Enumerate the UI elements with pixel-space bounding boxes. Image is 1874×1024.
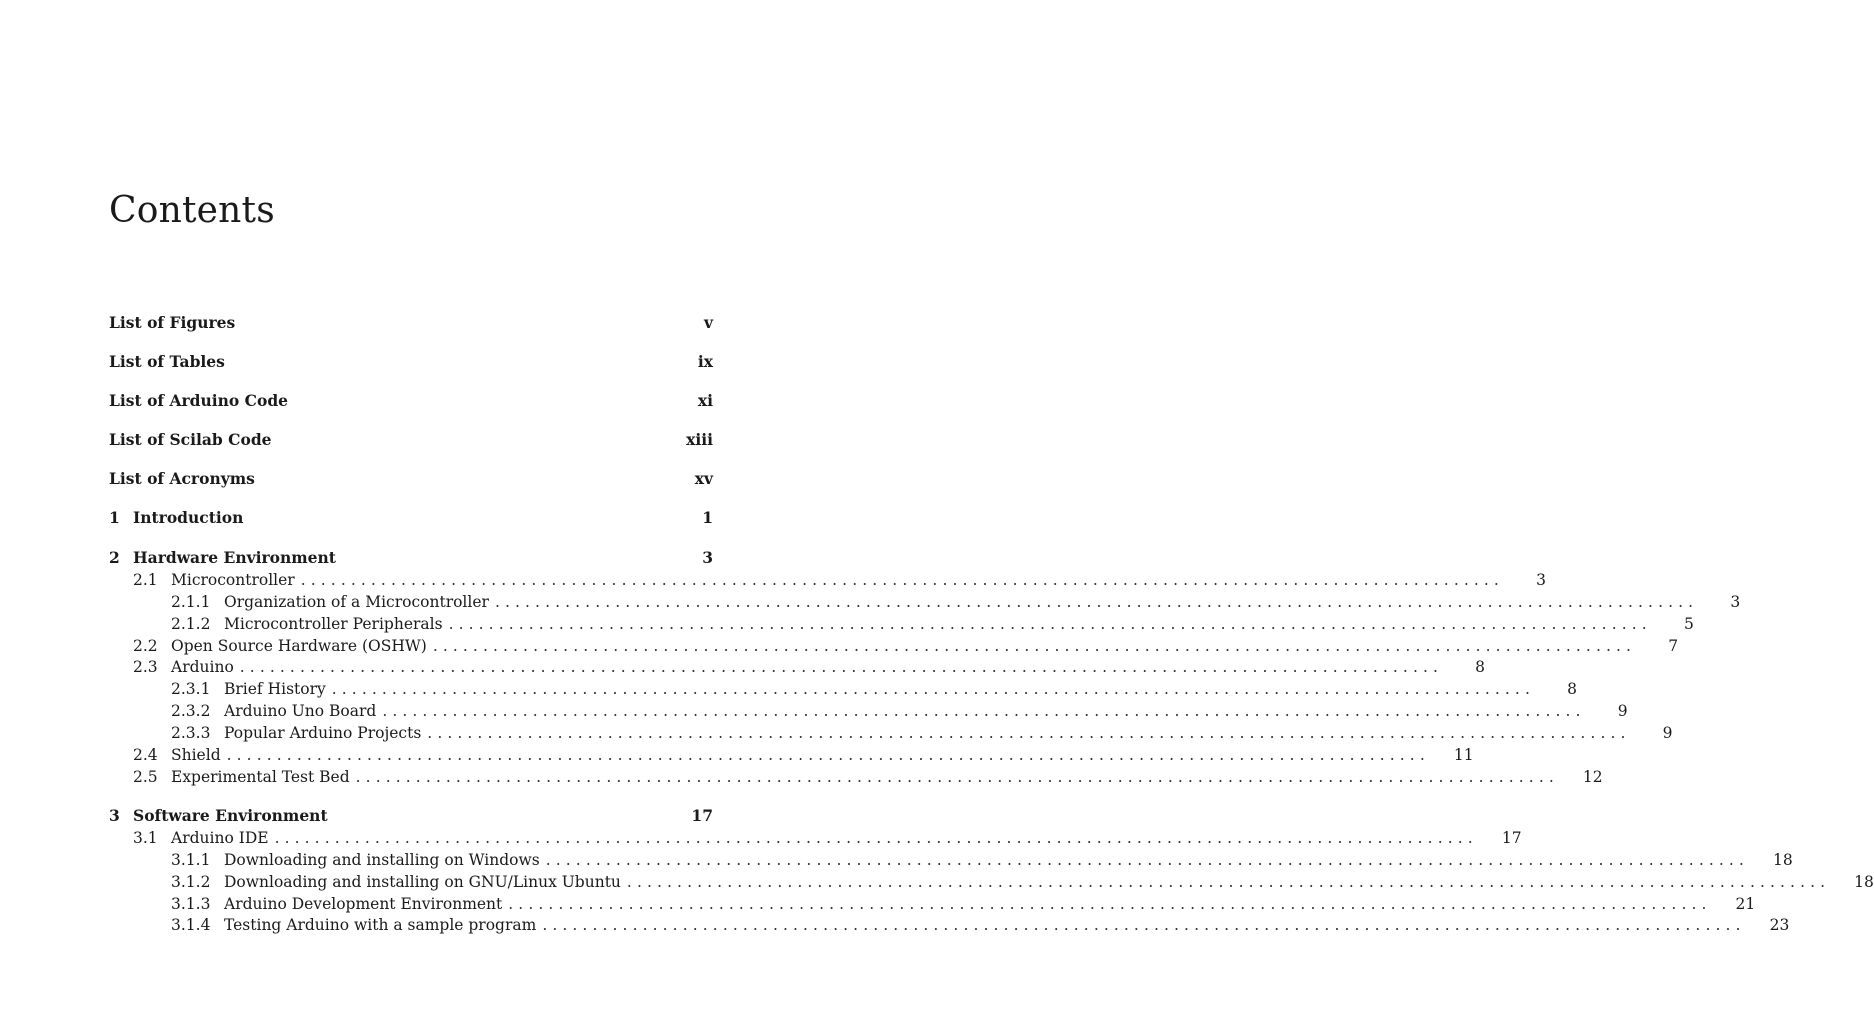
toc-entry-label: Arduino IDE bbox=[171, 829, 269, 847]
toc-entry-label: Downloading and installing on Windows bbox=[224, 851, 540, 869]
toc-entry-page-number: 11 bbox=[1453, 746, 1474, 764]
toc-entry[interactable] bbox=[109, 429, 713, 451]
toc-entry-label: Experimental Test Bed bbox=[171, 768, 350, 786]
toc-entry-page-number: 23 bbox=[1769, 916, 1790, 934]
toc-entry[interactable] bbox=[171, 871, 1874, 893]
toc-entry-page-number: 1 bbox=[702, 508, 713, 527]
dot-leader: ........................................................................................................................ bbox=[331, 680, 1535, 698]
toc-entry-page-number: 8 bbox=[1475, 658, 1486, 676]
toc-entry-label: Microcontroller Peripherals bbox=[224, 615, 443, 633]
toc-entry-page-number: 3 bbox=[1730, 593, 1741, 611]
toc-entry[interactable] bbox=[171, 678, 1577, 700]
dot-leader: ........................................................................................................................ bbox=[300, 571, 1504, 589]
toc-entry-number: 2.3.2 bbox=[171, 702, 211, 720]
toc-entry-page-number: 18 bbox=[1854, 873, 1874, 891]
toc-entry[interactable] bbox=[171, 591, 1741, 613]
dot-leader: ........................................................................................................................ bbox=[542, 916, 1746, 934]
toc-entry-label: Open Source Hardware (OSHW) bbox=[171, 637, 427, 655]
toc-entry-number: 3.1.2 bbox=[171, 873, 211, 891]
toc-entry-page-number: ix bbox=[697, 352, 713, 371]
toc-entry[interactable] bbox=[171, 700, 1628, 722]
page-title: Contents bbox=[109, 190, 275, 231]
toc-entry-page-number: 9 bbox=[1617, 702, 1628, 720]
toc-entry-label: Arduino bbox=[171, 658, 234, 676]
toc-entry[interactable] bbox=[133, 766, 1603, 788]
toc-entry-label: Software Environment bbox=[133, 806, 328, 825]
dot-leader: ........................................................................................................................ bbox=[226, 746, 1430, 764]
toc-entry[interactable] bbox=[109, 351, 713, 373]
dot-leader: ........................................................................................................................ bbox=[448, 615, 1652, 633]
toc-entry-page-number: 9 bbox=[1662, 724, 1673, 742]
toc-entry-number: 2.5 bbox=[133, 768, 158, 786]
toc-entry-page-number: 18 bbox=[1772, 851, 1793, 869]
toc-entry[interactable] bbox=[133, 569, 1546, 591]
dot-leader: ........................................................................................................................ bbox=[508, 895, 1712, 913]
toc-entry-page-number: 3 bbox=[1536, 571, 1546, 589]
dot-leader: ........................................................................................................................ bbox=[432, 637, 1637, 655]
toc-entry-label: Hardware Environment bbox=[133, 548, 336, 567]
dot-leader: ........................................................................................................................ bbox=[382, 702, 1586, 720]
dot-leader: ........................................................................................................................ bbox=[626, 873, 1831, 891]
toc-entry-number: 1 bbox=[109, 508, 120, 527]
toc-entry-label: List of Scilab Code bbox=[109, 430, 272, 449]
toc-entry-number: 3.1.3 bbox=[171, 895, 211, 913]
toc-entry[interactable] bbox=[171, 893, 1756, 915]
toc-entry-label: Downloading and installing on GNU/Linux Ubuntu bbox=[224, 873, 621, 891]
toc-entry-label: List of Figures bbox=[109, 313, 236, 332]
toc-entry-label: Shield bbox=[171, 746, 221, 764]
toc-entry-number: 2.2 bbox=[133, 637, 158, 655]
toc-entry-page-number: 3 bbox=[702, 548, 713, 567]
toc-entry-label: List of Arduino Code bbox=[109, 391, 289, 410]
dot-leader: ........................................................................................................................ bbox=[274, 829, 1478, 847]
toc-entry-number: 3 bbox=[109, 806, 120, 825]
dot-leader: ........................................................................................................................ bbox=[239, 658, 1444, 676]
toc-entry[interactable] bbox=[109, 507, 713, 529]
toc-entry-label: Microcontroller bbox=[171, 571, 295, 589]
toc-entry-number: 2.1 bbox=[133, 571, 158, 589]
toc-entry[interactable] bbox=[109, 805, 713, 827]
toc-entry-page-number: xv bbox=[694, 469, 713, 488]
toc-entry-label: Brief History bbox=[224, 680, 326, 698]
toc-entry[interactable] bbox=[133, 744, 1474, 766]
toc-entry-page-number: 17 bbox=[691, 806, 713, 825]
toc-entry-page-number: 7 bbox=[1668, 637, 1679, 655]
toc-entry-label: Popular Arduino Projects bbox=[224, 724, 422, 742]
toc-entry[interactable] bbox=[171, 914, 1790, 936]
dot-leader: ........................................................................................................................ bbox=[494, 593, 1699, 611]
toc-entry[interactable] bbox=[109, 390, 713, 412]
toc-entry[interactable] bbox=[171, 849, 1793, 871]
toc-entry-label: List of Acronyms bbox=[109, 469, 255, 488]
toc-entry[interactable] bbox=[109, 312, 713, 334]
toc-entry-number: 2.1.1 bbox=[171, 593, 211, 611]
toc-entry-number: 2 bbox=[109, 548, 120, 567]
toc-entry-page-number: 8 bbox=[1567, 680, 1577, 698]
toc-entry[interactable] bbox=[109, 547, 713, 569]
toc-entry-number: 2.4 bbox=[133, 746, 158, 764]
toc-entry-number: 2.3.3 bbox=[171, 724, 211, 742]
toc-entry-page-number: 12 bbox=[1582, 768, 1603, 786]
toc-entry-label: Introduction bbox=[133, 508, 244, 527]
toc-entry-page-number: xi bbox=[697, 391, 713, 410]
toc-entry-number: 3.1.1 bbox=[171, 851, 211, 869]
toc-entry-label: Arduino Development Environment bbox=[224, 895, 503, 913]
toc-entry-page-number: 21 bbox=[1735, 895, 1756, 913]
toc-entry-number: 2.1.2 bbox=[171, 615, 211, 633]
dot-leader: ........................................................................................................................ bbox=[545, 851, 1749, 869]
toc-entry[interactable] bbox=[133, 635, 1679, 657]
toc-entry[interactable] bbox=[133, 656, 1486, 678]
toc-entry[interactable] bbox=[171, 722, 1673, 744]
toc-entry-page-number: xiii bbox=[686, 430, 713, 449]
toc-entry[interactable] bbox=[109, 468, 713, 490]
toc-entry-label: List of Tables bbox=[109, 352, 225, 371]
toc-entry-number: 3.1 bbox=[133, 829, 158, 847]
dot-leader: ........................................................................................................................ bbox=[427, 724, 1631, 742]
toc-entry-label: Arduino Uno Board bbox=[224, 702, 377, 720]
toc-entry-label: Organization of a Microcontroller bbox=[224, 593, 489, 611]
toc-entry-number: 3.1.4 bbox=[171, 916, 211, 934]
toc-entry[interactable] bbox=[133, 827, 1522, 849]
toc-entry-number: 2.3 bbox=[133, 658, 158, 676]
toc-entry-page-number: 5 bbox=[1683, 615, 1694, 633]
toc-entry[interactable] bbox=[171, 613, 1694, 635]
toc-entry-page-number: 17 bbox=[1501, 829, 1522, 847]
toc-entry-label: Testing Arduino with a sample program bbox=[224, 916, 537, 934]
toc-entry-page-number: v bbox=[703, 313, 713, 332]
toc-entry-number: 2.3.1 bbox=[171, 680, 211, 698]
dot-leader: ........................................................................................................................ bbox=[355, 768, 1559, 786]
